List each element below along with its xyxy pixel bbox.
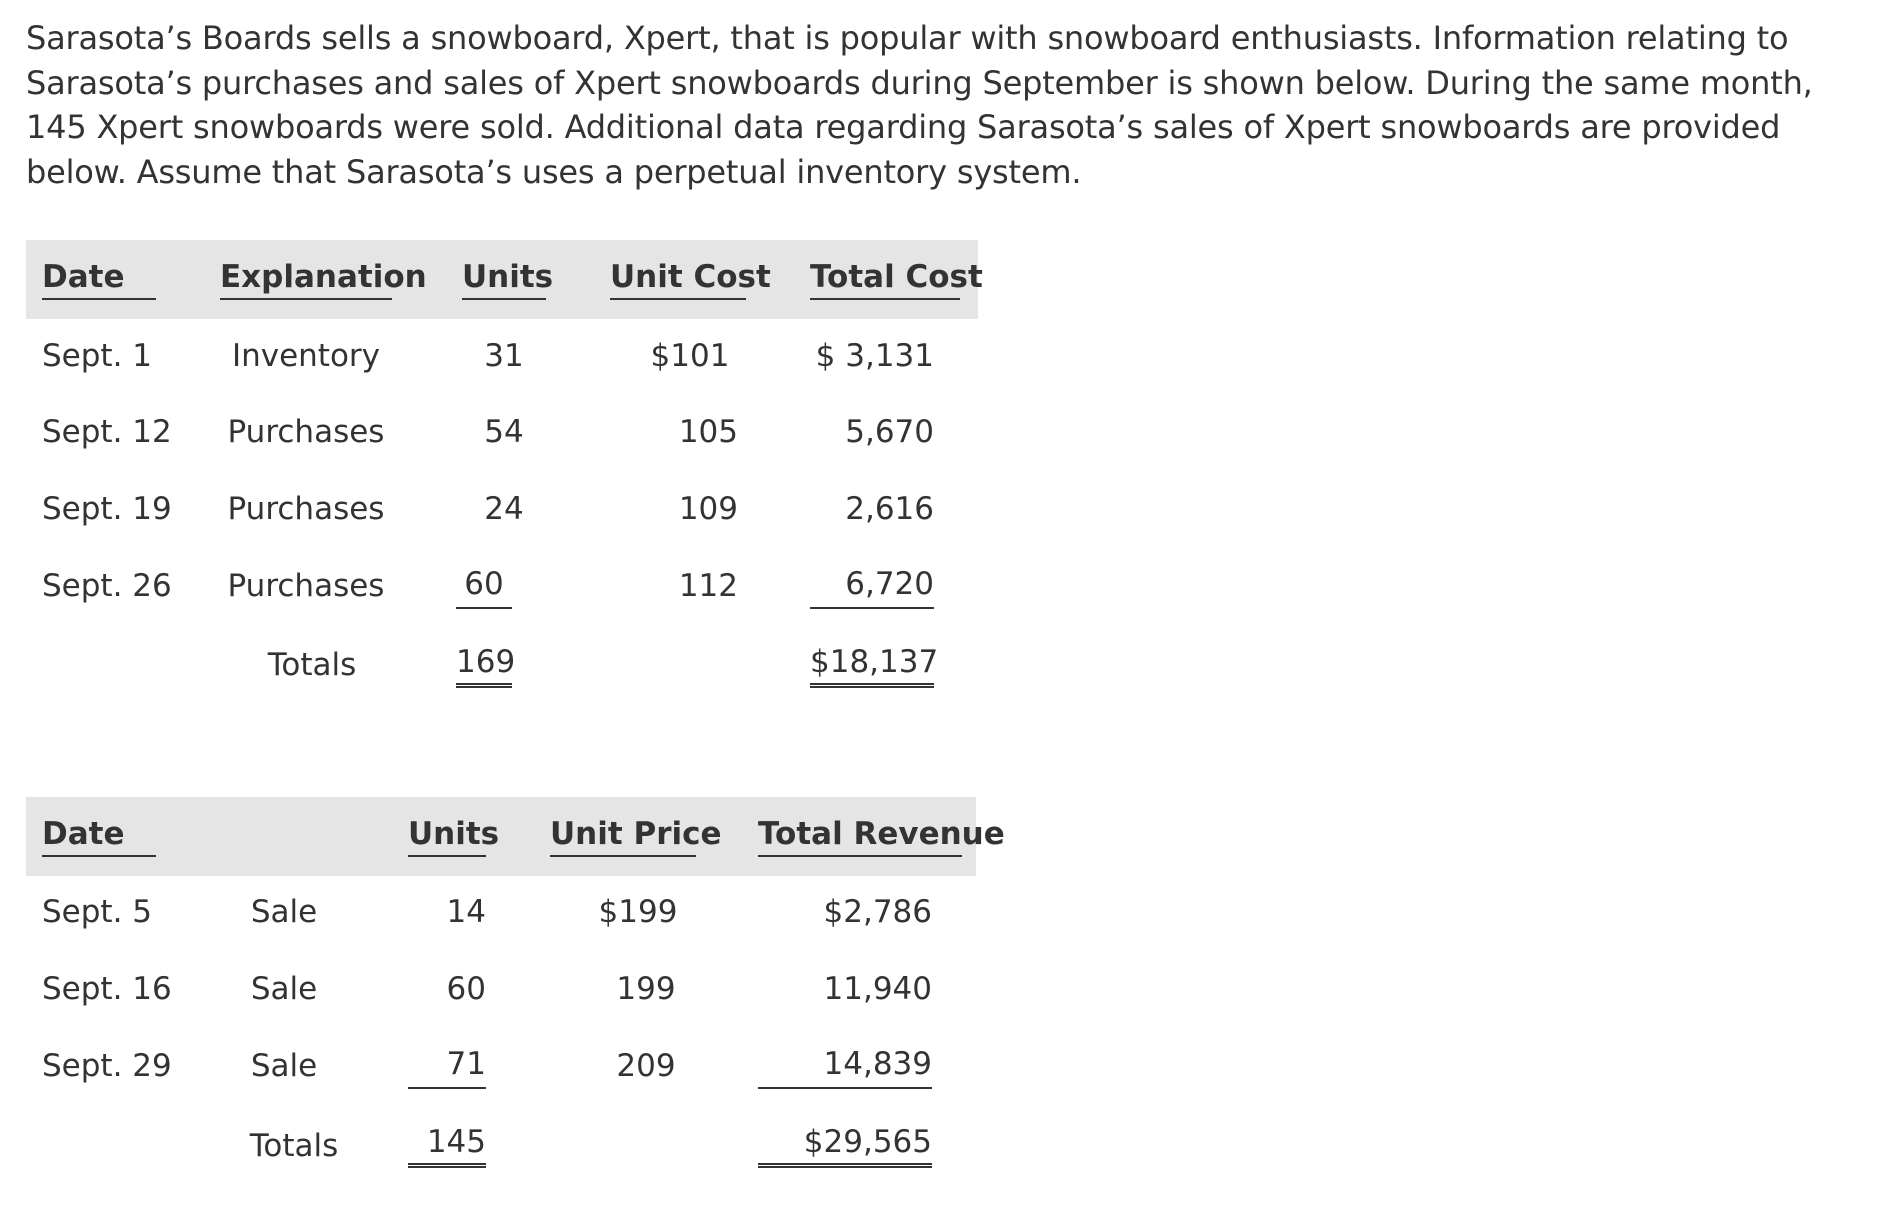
purchases-row-units: 60 <box>456 565 512 609</box>
sales-row-date: Sept. 29 <box>42 1048 172 1084</box>
sales-totals-units: 145 <box>408 1123 486 1168</box>
sales-row-date: Sept. 16 <box>42 971 172 1007</box>
sales-totals-total-revenue: $29,565 <box>758 1123 932 1168</box>
purchases-row-explanation: Purchases <box>227 491 385 527</box>
sales-row-total-revenue: 14,839 <box>758 1045 932 1089</box>
purchases-row-date: Sept. 1 <box>42 338 153 374</box>
sales-header-total-revenue: Total Revenue <box>758 815 962 857</box>
purchases-row-unit-cost: 109 <box>678 491 738 527</box>
sales-row-units: 14 <box>446 894 486 930</box>
sales-header-unit-price: Unit Price <box>550 815 696 857</box>
sales-header-date: Date <box>42 815 156 857</box>
sales-row-units: 71 <box>408 1045 486 1089</box>
purchases-row-explanation: Purchases <box>227 568 385 604</box>
sales-row-total-revenue: 11,940 <box>823 971 932 1007</box>
sales-row-date: Sept. 5 <box>42 894 153 930</box>
sales-table <box>26 797 1005 1177</box>
sales-row-unit-price: 199 <box>616 971 676 1007</box>
purchases-header-explanation: Explanation <box>220 258 392 300</box>
purchases-header-units: Units <box>462 258 546 300</box>
purchases-row-explanation: Inventory <box>231 338 381 374</box>
sales-row-explanation: Sale <box>250 1048 318 1084</box>
purchases-row-total-cost: 5,670 <box>845 414 934 450</box>
intro-paragraph: Sarasota’s Boards sells a snowboard, Xpert, that is popular with snowboard enthusiasts. Information relating to Sarasota’s purchases and sales of Xpert snowboards during September is shown below. During the same month, 145 Xpert snowboards were sold. Additional data regarding Sarasota’s sales of Xpert snowboards are provided below. Assume that Sarasota’s uses a perpetual inventory system. <box>26 19 1813 191</box>
purchases-row-date: Sept. 19 <box>42 491 172 527</box>
sales-header-units: Units <box>408 815 486 857</box>
purchases-row-units: 54 <box>484 414 524 450</box>
purchases-row-unit-cost: 105 <box>678 414 738 450</box>
purchases-row-total-cost: 6,720 <box>810 565 934 609</box>
purchases-header-date: Date <box>42 258 156 300</box>
purchases-row-unit-cost: 112 <box>678 568 738 604</box>
sales-row-unit-price: 209 <box>616 1048 676 1084</box>
sales-totals-label: Totals <box>249 1128 339 1164</box>
purchases-row-date: Sept. 12 <box>42 414 172 450</box>
purchases-row-unit-cost: $101 <box>650 338 730 374</box>
purchases-totals-units: 169 <box>456 643 512 688</box>
sales-row-units: 60 <box>446 971 486 1007</box>
purchases-row-date: Sept. 26 <box>42 568 172 604</box>
sales-row-explanation: Sale <box>250 971 318 1007</box>
purchases-header-total-cost: Total Cost <box>810 258 960 300</box>
sales-row-total-revenue: $2,786 <box>823 894 932 930</box>
purchases-row-total-cost: 2,616 <box>845 491 934 527</box>
purchases-row-total-cost: $ 3,131 <box>815 338 934 374</box>
sales-row-unit-price: $199 <box>598 894 678 930</box>
sales-row-explanation: Sale <box>250 894 318 930</box>
purchases-row-explanation: Purchases <box>227 414 385 450</box>
purchases-table <box>26 240 983 700</box>
purchases-totals-total-cost: $18,137 <box>810 643 934 688</box>
purchases-header-unit-cost: Unit Cost <box>610 258 746 300</box>
purchases-totals-label: Totals <box>267 647 357 683</box>
purchases-row-units: 24 <box>484 491 524 527</box>
purchases-row-units: 31 <box>484 338 524 374</box>
